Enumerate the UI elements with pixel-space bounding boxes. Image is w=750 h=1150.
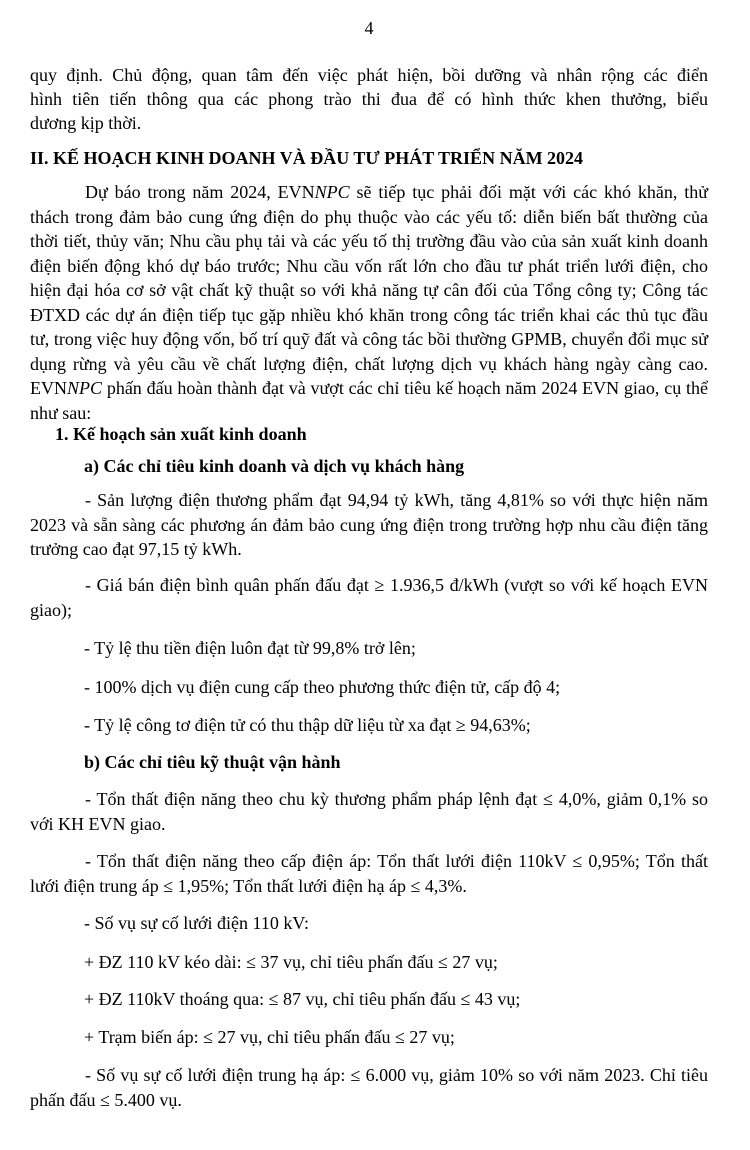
forecast-text-2: sẽ tiếp tục phải đối mặt với các khó khăn, thử thách trong đảm bảo cung ứng điện do phụ thuộc vào các yếu tố: diễn biến bất thường của thời tiết, thủy văn; Nhu cầu phụ tải và các yếu tố thị trường đầu vào của sản xuất kinh doanh điện biến động khó dự báo trước; Nhu cầu vốn rất lớn cho đầu tư phát triển lưới điện, cho hiện đại hóa cơ sở vật chất kỹ thuật so với khả năng tự cân đối của Tổng công ty; Công tác ĐTXD các dự án điện tiếp tục gặp nhiều khó khăn trong công tác triển khai các thủ tục đầu tư, trong việc huy động vốn, bố trí quỹ đất và công tác bồi thường GPMB, chuyển đổi mục sử dụng rừng và yêu cầu về chất lượng điện, chất lượng dịch vụ khách hàng ngày càng cao. EVN bbox=[30, 182, 708, 398]
intro-line-3: dương kịp thời. bbox=[30, 113, 142, 133]
forecast-text-3: phấn đấu hoàn thành đạt và vượt các chỉ tiêu kế hoạch năm 2024 EVN giao, cụ thể như sau: bbox=[30, 378, 708, 423]
item-incidents-110kv: - Số vụ sự cố lưới điện 110 kV: bbox=[84, 913, 310, 933]
intro-line-2: hình tiên tiến thông qua các phong trào thi đua để có hình thức khen thưởng, biểu bbox=[30, 89, 708, 109]
forecast-em-1: NPC bbox=[314, 182, 350, 202]
heading-technical-indicators: b) Các chỉ tiêu kỹ thuật vận hành bbox=[84, 752, 341, 772]
item-line-110kv-transient: + ĐZ 110kV thoáng qua: ≤ 87 vụ, chỉ tiêu phấn đấu ≤ 43 vụ; bbox=[84, 989, 521, 1009]
item-loss-voltage: - Tổn thất điện năng theo cấp điện áp: Tổn thất lưới điện 110kV ≤ 0,95%; Tổn thất lưới điện trung áp ≤ 1,95%; Tổn thất lưới điện hạ áp ≤ 4,3%. bbox=[30, 851, 708, 896]
item-commercial-output: - Sản lượng điện thương phẩm đạt 94,94 tỷ kWh, tăng 4,81% so với thực hiện năm 2023 và sẵn sàng các phương án đảm bảo cung ứng điện trong trường hợp nhu cầu điện tăng trưởng cao đạt 97,15 tỷ kWh. bbox=[30, 490, 708, 559]
intro-line-1: quy định. Chủ động, quan tâm đến việc phát hiện, bồi dưỡng và nhân rộng các điển bbox=[30, 65, 708, 85]
forecast-paragraph bbox=[30, 180, 708, 425]
item-line-110kv-long: + ĐZ 110 kV kéo dài: ≤ 37 vụ, chỉ tiêu phấn đấu ≤ 27 vụ; bbox=[84, 952, 498, 972]
section-title: II. KẾ HOẠCH KINH DOANH VÀ ĐẦU TƯ PHÁT TRIỂN NĂM 2024 bbox=[30, 148, 584, 168]
forecast-em-2: NPC bbox=[67, 378, 103, 398]
heading-production-plan: 1. Kế hoạch sản xuất kinh doanh bbox=[55, 424, 307, 444]
heading-business-indicators: a) Các chỉ tiêu kinh doanh và dịch vụ khách hàng bbox=[84, 456, 465, 476]
item-incidents-medium-low: - Số vụ sự cố lưới điện trung hạ áp: ≤ 6.000 vụ, giảm 10% so với năm 2023. Chỉ tiêu phấn đấu ≤ 5.400 vụ. bbox=[30, 1065, 708, 1110]
item-average-price: - Giá bán điện bình quân phấn đấu đạt ≥ 1.936,5 đ/kWh (vượt so với kế hoạch EVN giao); bbox=[30, 575, 708, 620]
forecast-text-1: Dự báo trong năm 2024, EVN bbox=[85, 182, 315, 202]
item-smart-meters: - Tỷ lệ công tơ điện tử có thu thập dữ liệu từ xa đạt ≥ 94,63%; bbox=[84, 715, 531, 735]
item-loss-cycle: - Tổn thất điện năng theo chu kỳ thương phẩm pháp lệnh đạt ≤ 4,0%, giảm 0,1% so với KH EVN giao. bbox=[30, 789, 708, 834]
page-number: 4 bbox=[364, 18, 374, 38]
item-collection-rate: - Tỷ lệ thu tiền điện luôn đạt từ 99,8% trở lên; bbox=[84, 638, 416, 658]
item-substation: + Trạm biến áp: ≤ 27 vụ, chỉ tiêu phấn đấu ≤ 27 vụ; bbox=[84, 1027, 455, 1047]
item-electronic-services: - 100% dịch vụ điện cung cấp theo phương thức điện tử, cấp độ 4; bbox=[84, 677, 561, 697]
